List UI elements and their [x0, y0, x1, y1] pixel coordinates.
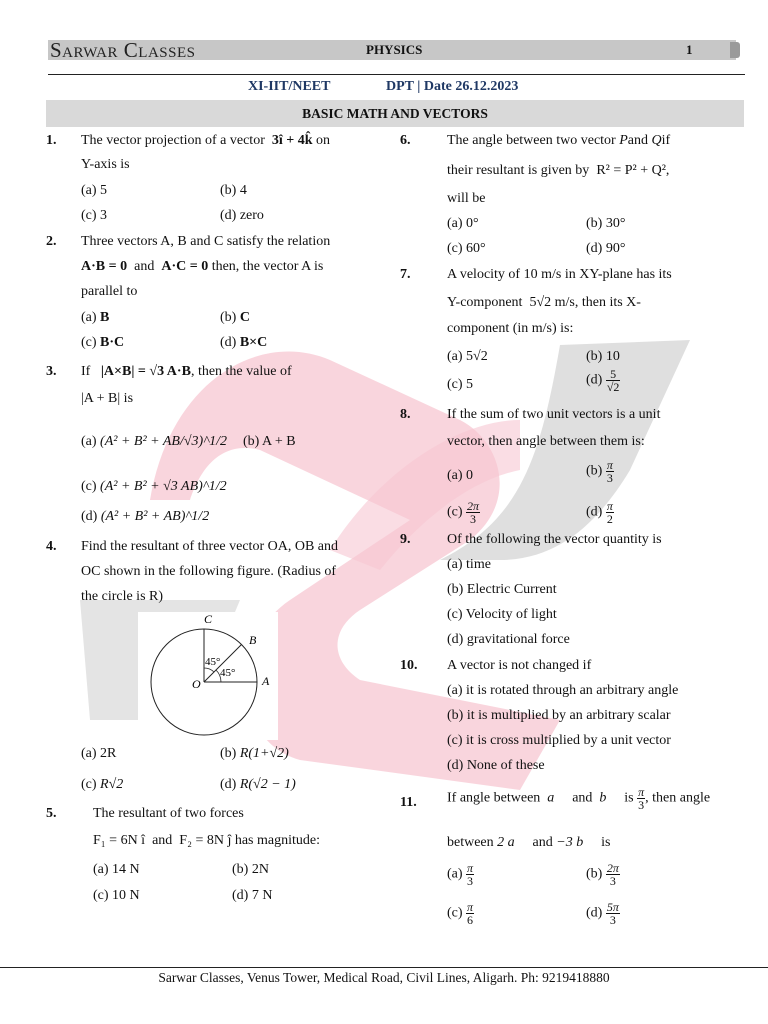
q8-option-d: (d) $\frac{\pi}{2}$ [586, 499, 613, 526]
q9-option-a: (a) time [447, 557, 491, 572]
q1-number: 1. [46, 133, 57, 148]
q9-option-b: (b) Electric Current [447, 582, 557, 597]
q11-option-b: (b) $\frac{2\pi}{3}$ [586, 861, 619, 888]
q1-option-c: (c) 3 [81, 208, 108, 223]
q10-option-b: (b) it is multiplied by an arbitrary scalar [447, 708, 671, 723]
q7-option-c: (c) 5 [447, 377, 474, 392]
q4-fig-label-o: O [192, 677, 201, 691]
q3-option-c: (c) (A² + B² + √3 AB)^1/2 [81, 479, 227, 494]
dpt-date: DPT | Date 26.12.2023 [386, 79, 519, 94]
footer-address: Sarwar Classes, Venus Tower, Medical Road, Civil Lines, Aligarh. Ph: 9219418880 [158, 970, 610, 985]
q4-text-line3: the circle is R) [81, 589, 164, 604]
q4-fig-angle-2: 45° [220, 667, 236, 679]
q3-option-a: (a) (A² + B² + AB/√3)^1/2 [81, 434, 227, 449]
q10-option-d: (d) None of these [447, 758, 545, 773]
q4-text: Find the resultant of three vector OA, OB and [81, 539, 338, 554]
q3-option-b: (b) A + B [243, 434, 296, 449]
q1-option-a: (a) 5 [81, 183, 108, 198]
q5-text-line2: F₁ = 6N î and F₂ = 8N ĵ has magnitude: [93, 833, 320, 848]
q10-text: A vector is not changed if [447, 658, 592, 673]
q5-option-a: (a) 14 N [93, 862, 140, 877]
q8-option-c: (c) $\frac{2\pi}{3}$ [447, 499, 480, 526]
page-number: 1 [686, 42, 693, 57]
q7-number: 7. [400, 267, 411, 282]
q3-text: If |A×B| = √3 A·B, then the value of [81, 364, 292, 379]
q9-option-c: (c) Velocity of light [447, 607, 557, 622]
q3-option-d: (d) (A² + B² + AB)^1/2 [81, 509, 210, 524]
q4-fig-label-a: A [262, 674, 270, 688]
q6-number: 6. [400, 133, 411, 148]
q4-text-line2: OC shown in the following figure. (Radius of [81, 564, 337, 579]
q4-circle-figure [138, 612, 278, 740]
q4-fig-label-b: B [249, 633, 257, 647]
q9-text: Of the following the vector quantity is [447, 532, 662, 547]
q11-option-c: (c) $\frac{\pi}{6}$ [447, 900, 474, 927]
q6-text-line3: will be [447, 191, 486, 206]
q5-option-b: (b) 2N [232, 862, 269, 877]
q8-option-a: (a) 0 [447, 468, 474, 483]
batch-label: XI-IIT/NEET [248, 79, 331, 94]
q7-option-b: (b) 10 [586, 349, 620, 364]
header-divider [48, 74, 745, 75]
q2-text: Three vectors A, B and C satisfy the relation [81, 234, 331, 249]
q11-text: If angle between a⃗ and b⃗ is $\frac{\pi}{3}$ , then angle [447, 785, 711, 812]
q7-text: A velocity of 10 m/s in XY-plane has its [447, 267, 672, 282]
q8-text-line2: vector, then angle between them is: [447, 434, 645, 449]
q11-number: 11. [400, 795, 417, 810]
q3-number: 3. [46, 364, 57, 379]
q8-number: 8. [400, 407, 411, 422]
q2-number: 2. [46, 234, 57, 249]
header-bar-cap [730, 42, 740, 58]
q5-number: 5. [46, 806, 57, 821]
q2-option-d: (d) B×C [220, 335, 268, 350]
q1-option-d: (d) zero [220, 208, 264, 223]
worksheet-title: BASIC MATH AND VECTORS [302, 106, 488, 121]
subject-label: PHYSICS [366, 42, 423, 57]
q6-text: The angle between two vector Pand Qif [447, 133, 671, 148]
q1-text: The vector projection of a vector 3î + 4k̂ on [81, 133, 331, 148]
q11-option-d: (d) $\frac{5\pi}{3}$ [586, 900, 619, 927]
q7-option-d-fraction: $\frac{5}{√2}$ [606, 367, 620, 394]
q4-option-c: (c) R√2 [81, 777, 124, 792]
q4-option-d: (d) R(√2 − 1) [220, 777, 296, 792]
q5-option-c: (c) 10 N [93, 888, 140, 903]
q7-option-a: (a) 5√2 [447, 349, 488, 364]
q8-text: If the sum of two unit vectors is a unit [447, 407, 661, 422]
q9-option-d: (d) gravitational force [447, 632, 570, 647]
q10-option-c: (c) it is cross multiplied by a unit vector [447, 733, 671, 748]
brand-name: Sarwar Classes [50, 38, 196, 62]
q7-text-line2: Y-component 5√2 m/s, then its X- [447, 295, 641, 310]
q4-fig-angle-1: 45° [205, 656, 221, 668]
q10-option-a: (a) it is rotated through an arbitrary angle [447, 683, 679, 698]
q11-text-line2: between 2 a⃗ and −3 b⃗ is [447, 835, 611, 850]
q2-option-a: (a) B [81, 310, 110, 325]
q6-text-line2: their resultant is given by R² = P² + Q², [447, 163, 670, 178]
q10-number: 10. [400, 658, 418, 673]
q6-option-a: (a) 0° [447, 216, 479, 231]
q6-option-b: (b) 30° [586, 216, 626, 231]
q7-text-line3: component (in m/s) is: [447, 321, 574, 336]
q2-text-line3: parallel to [81, 284, 138, 299]
q6-option-d: (d) 90° [586, 241, 626, 256]
q9-number: 9. [400, 532, 411, 547]
footer-divider [0, 967, 768, 968]
q4-fig-label-c: C [204, 612, 213, 626]
q2-text-line2: A·B = 0 and A·C = 0 then, the vector A is [81, 259, 324, 274]
q7-option-d: (d) $\frac{5}{√2}$ [586, 367, 620, 394]
q5-option-d: (d) 7 N [232, 888, 273, 903]
q1-option-b: (b) 4 [220, 183, 247, 198]
q4-option-b: (b) R(1+√2) [220, 746, 289, 761]
q6-option-c: (c) 60° [447, 241, 486, 256]
q4-option-a: (a) 2R [81, 746, 117, 761]
q8-option-b: (b) $\frac{\pi}{3}$ [586, 458, 613, 485]
q2-option-c: (c) B·C [81, 335, 125, 350]
q4-number: 4. [46, 539, 57, 554]
q2-option-b: (b) C [220, 310, 250, 325]
q1-text-line2: Y-axis is [81, 157, 130, 172]
q3-text-line2: |A + B| is [81, 391, 134, 406]
q5-text: The resultant of two forces [93, 806, 244, 821]
q11-option-a: (a) $\frac{\pi}{3}$ [447, 861, 474, 888]
